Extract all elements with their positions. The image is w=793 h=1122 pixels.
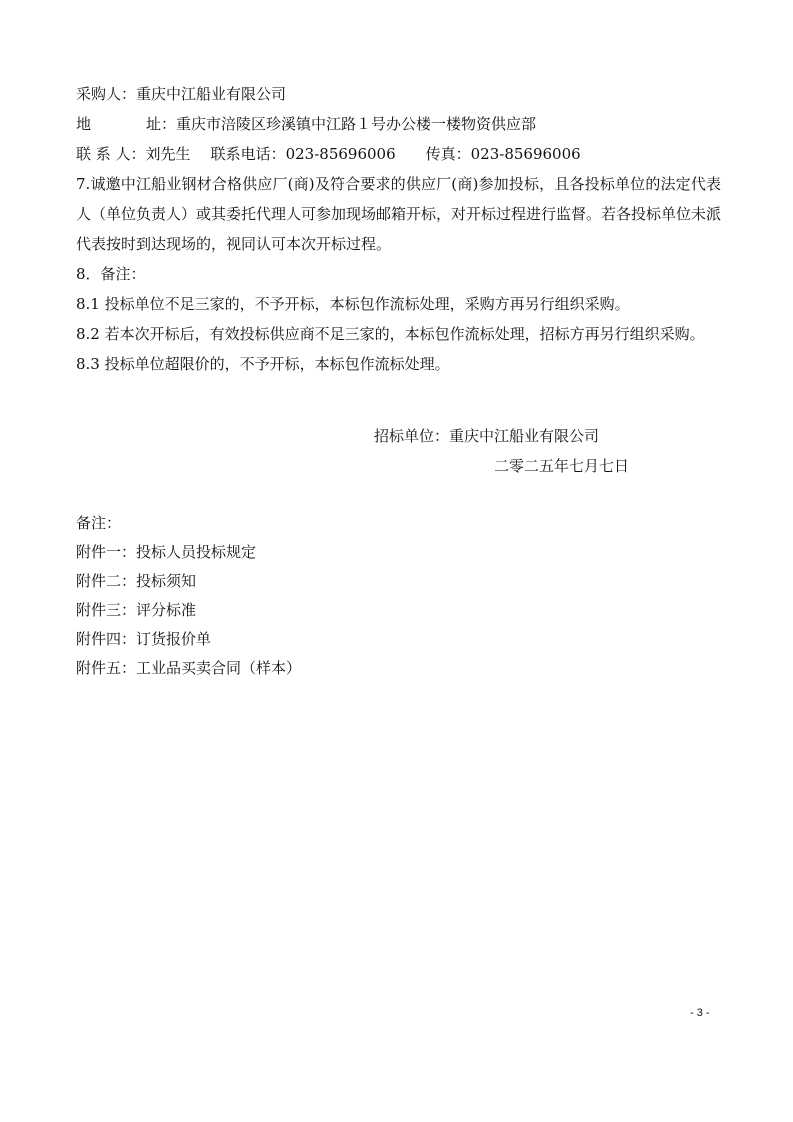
attachment-item: 附件三：评分标准 xyxy=(76,601,197,619)
address-line xyxy=(76,109,721,139)
attachment-item: 附件四：订货报价单 xyxy=(76,630,212,648)
purchaser-line xyxy=(76,79,721,109)
section-8-1-item: 8.1 投标单位不足三家的，不予开标，本标包作流标处理，采购方再另行组织采购。 xyxy=(76,295,630,313)
contact-label: 联 系 人： xyxy=(76,145,146,163)
attachments-title: 备注： xyxy=(76,514,122,532)
tel-label: 联系电话： xyxy=(210,145,286,163)
attachments-list xyxy=(76,509,301,683)
tender-notice-body xyxy=(76,79,721,379)
signature-date: 二零二五年七月七日 xyxy=(494,457,630,475)
contact-line xyxy=(76,139,721,169)
tel-value: 023-85696006 xyxy=(285,145,396,163)
attachment-item: 附件二：投标须知 xyxy=(76,572,197,590)
section-8-title: 8．备注： xyxy=(76,265,146,283)
fax-value: 023-85696006 xyxy=(470,145,581,163)
attachment-item: 附件五：工业品买卖合同（样本） xyxy=(76,659,302,677)
section-7-paragraph: 7.诚邀中江船业钢材合格供应厂(商)及符合要求的供应厂(商)参加投标，且各投标单位的法定代表人（单位负责人）或其委托代理人可参加现场邮箱开标，对开标过程进行监督。若各投标单位未派代表按时到达现场的，视同认可本次开标过程。 xyxy=(76,175,722,253)
address-value: 重庆市涪陵区珍溪镇中江路１号办公楼一楼物资供应部 xyxy=(176,115,537,133)
section-8-2-item: 8.2 若本次开标后，有效投标供应商不足三家的，本标包作流标处理，招标方再另行组织采购。 xyxy=(76,325,705,343)
signature-unit: 招标单位：重庆中江船业有限公司 xyxy=(374,427,600,445)
fax-label: 传真： xyxy=(425,145,471,163)
attachment-item: 附件一：投标人员投标规定 xyxy=(76,543,257,561)
page-number: - 3 - xyxy=(690,1007,710,1019)
address-label-part2: 址： xyxy=(146,115,177,133)
purchaser-value: 重庆中江船业有限公司 xyxy=(136,85,287,103)
contact-name: 刘先生 xyxy=(145,145,191,163)
address-label-part1: 地 xyxy=(76,115,92,133)
section-8-3-item: 8.3 投标单位超限价的，不予开标，本标包作流标处理。 xyxy=(76,355,450,373)
purchaser-label: 采购人： xyxy=(76,85,137,103)
